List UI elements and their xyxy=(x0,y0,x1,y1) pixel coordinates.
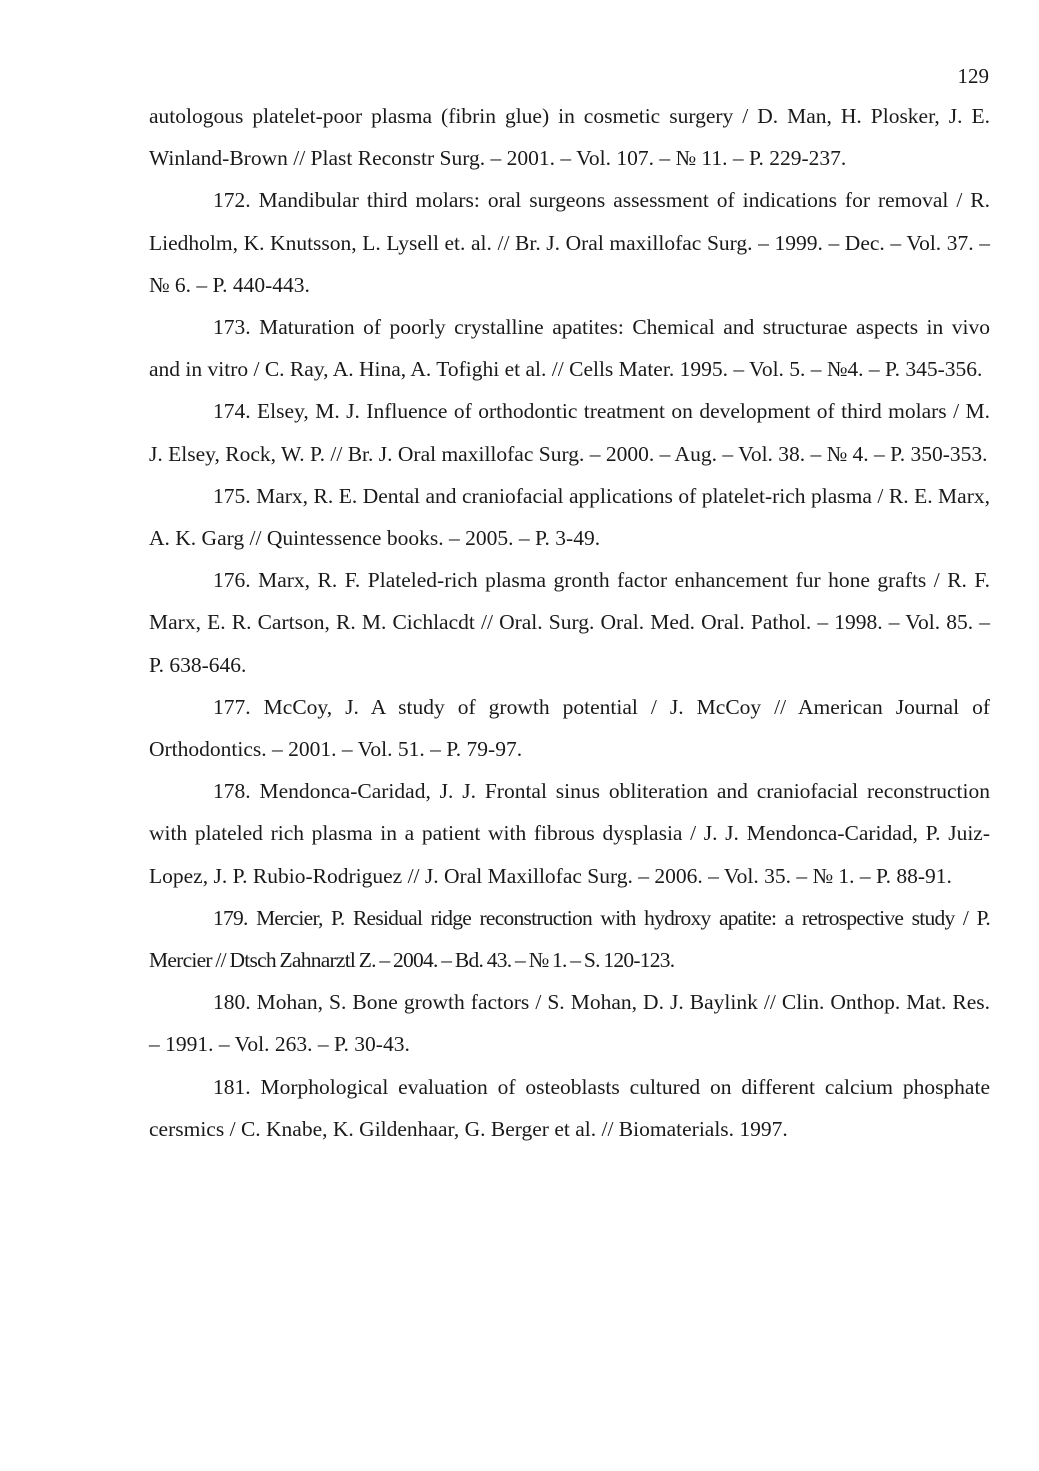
reference-180: 180. Mohan, S. Bone growth factors / S. Mohan, D. J. Baylink // Clin. Onthop. Mat. Res. – 1991. – Vol. 263. – P. 30-43. xyxy=(149,990,990,1057)
reference-172: 172. Mandibular third molars: oral surgeons assessment of indications for removal / R. Liedholm, K. Knutsson, L. Lysell et. al. // Br. J. Oral maxillofac Surg. – 1999. – Dec. – Vol. 37. – № 6. – P. 440-443. xyxy=(149,188,990,297)
reference-continuation: autologous platelet-poor plasma (fibrin glue) in cosmetic surgery / D. Man, H. Plosker, J. E. Winland-Brown // Plast Reconstr Surg. – 2001. – Vol. 107. – № 11. – P. 229-237. xyxy=(149,104,990,171)
reference-173: 173. Maturation of poorly crystalline apatites: Chemical and structurae aspects in vivo and in vitro / C. Ray, A. Hina, A. Tofighi et al. // Cells Mater. 1995. – Vol. 5. – №4. – P. 345-356. xyxy=(149,315,990,382)
reference-176: 176. Marx, R. F. Plateled-rich plasma gronth factor enhancement fur hone grafts / R. F. Marx, E. R. Cartson, R. M. Cichlacdt // Oral. Surg. Oral. Med. Oral. Pathol. – 1998. – Vol. 85. – P. 638-646. xyxy=(149,568,990,677)
references-list xyxy=(149,95,990,1150)
reference-181: 181. Morphological evaluation of osteoblasts cultured on different calcium phosphate cersmics / C. Knabe, K. Gildenhaar, G. Berger et al. // Biomaterials. 1997. xyxy=(149,1074,990,1141)
page-number: 129 xyxy=(957,64,989,88)
reference-177: 177. McCoy, J. A study of growth potential / J. McCoy // American Journal of Orthodontics. – 2001. – Vol. 51. – P. 79-97. xyxy=(149,694,990,762)
reference-179: 179. Mercier, P. Residual ridge reconstruction with hydroxy apatite: a retrospective study / P. Mercier // Dtsch Zahnarztl Z. – 2004. – Bd. 43. – № 1. – S. 120-123. xyxy=(149,905,990,973)
reference-175: 175. Marx, R. E. Dental and craniofacial applications of platelet-rich plasma / R. E. Marx, A. K. Garg // Quintessence books. – 2005. – P. 3-49. xyxy=(149,483,990,551)
reference-178: 178. Mendonca-Caridad, J. J. Frontal sinus obliteration and craniofacial reconstruction with plateled rich plasma in a patient with fibrous dysplasia / J. J. Mendonca-Caridad, P. Juiz-Lopez, J. P. Rubio-Rodriguez // J. Oral Maxillofac Surg. – 2006. – Vol. 35. – № 1. – P. 88-91. xyxy=(149,779,990,888)
reference-174: 174. Elsey, M. J. Influence of orthodontic treatment on development of third molars / M. J. Elsey, Rock, W. P. // Br. J. Oral maxillofac Surg. – 2000. – Aug. – Vol. 38. – № 4. – P. 350-353. xyxy=(149,399,990,466)
